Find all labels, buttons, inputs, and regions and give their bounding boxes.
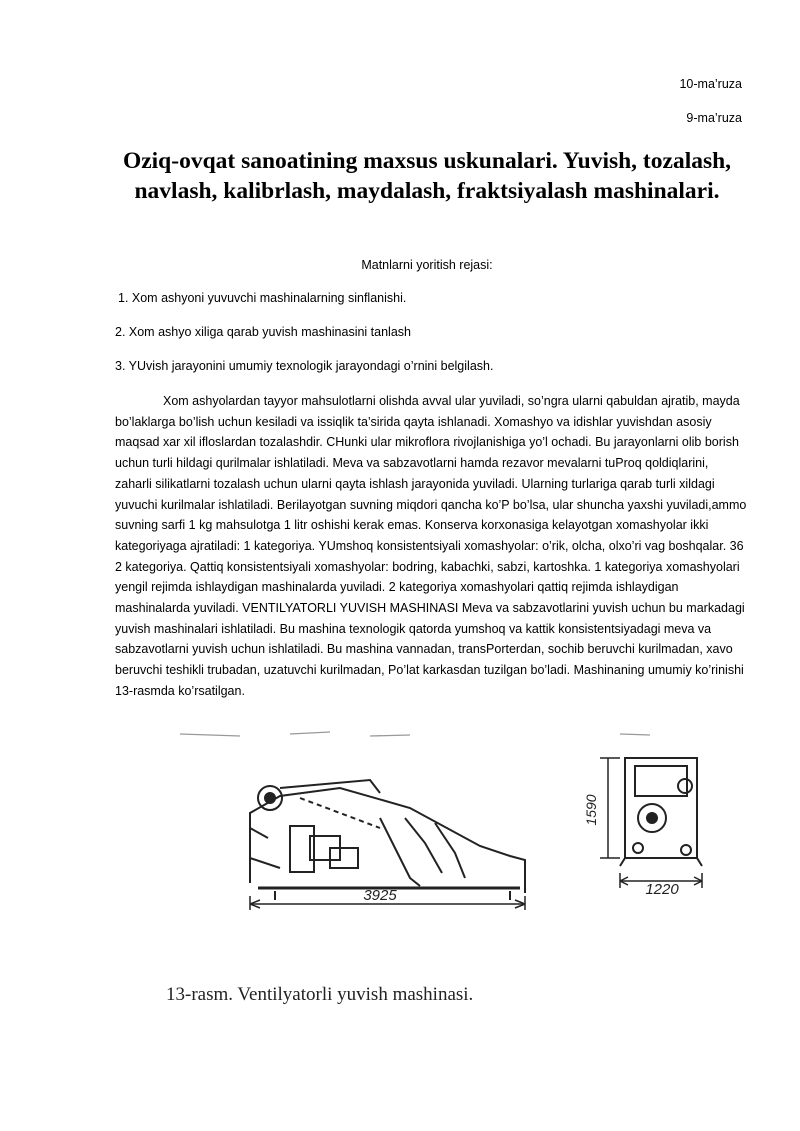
dimension-height-label: 1590 [583, 794, 599, 826]
figure-caption: 13-rasm. Ventilyatorli yuvish mashinasi. [166, 984, 474, 1005]
plan-item-1: 1. Xom ashyoni yuvuvchi mashinalarning sinflanishi. [118, 291, 407, 305]
document-title: Oziq-ovqat sanoatining maxsus uskunalari. Yuvish, tozalash, navlash, kalibrlash, maydalash, fraktsiyalash mashinalari. [122, 148, 732, 204]
plan-item-2: 2. Xom ashyo xiliga qarab yuvish mashinasini tanlash [115, 325, 411, 339]
plan-heading: Matnlarni yoritish rejasi: [361, 258, 493, 272]
body-paragraph: Xom ashyolardan tayyor mahsulotlarni olishda avval ular yuviladi, so’ngra ularni qabuldan ajratib, mayda bo’laklarga bo’lish uchun kesiladi va issiqlik ta’sirida qayta ishlanadi. Xomashyo va idishlar yuvishdan asosiy maqsad xar xil ifloslardan tozalashdir. CHunki ular mikroflora rivojlanishiga yo’l ochadi. Bu jarayonlarni olib borish uchun turli hildagi qurilmalar ishlatiladi. Meva va sabzavotlarni hamda rezavor mevalarni tuProq qoldiqlarini, zaharli silikatlarni tozalash uchun ularni qayta ishlash jarayonida yuviladi. Ularning turlariga qarab turli xildagi yuvuchi kurilmalar ishlatiladi. Berilayotgan suvning miqdori qancha ko’P bo’lsa, ular shuncha yaxshi yuviladi,ammo suvning sarfi 1 kg mahsulotga 1 litr oshishi kerak emas. Konserva korxonasiga kelayotgan xomashyolar ikki kategoriyaga ajratiladi: 1 kategoriya. YUmshoq konsistentsiyali xomashyolar: o’rik, olcha, olxo’ri vag boshqalar. 36 2 kategoriya. Qattiq konsistentsiyali xomashyolar: bodring, kabachki, sabzi, kartoshka. 1 kategoriya xomashyolari yengil rejimda ishlaydigan mashinalarda yuviladi. 2 kategoriya xomashyolari qattiq rejimda ishlaydigan mashinalarda yuviladi. VENTILYATORLI YUVISH MASHINASI Meva va sabzavotlarini yuvish uchun bu markadagi yuvish mashinalari ishlatiladi. Bu mashina texnologik qatorda yumshoq va kattik konsistentsiyadagi meva va sabzavotlarni yuvish uchun ishlatiladi. Bu mashina vannadan, transPorterdan, sochib beruvchi kurilmadan, xavo beruvchi teshikli trubadan, uzatuvchi kurilmadan, Po’lat karkasdan tuzilgan bo’ladi. Mashinaning umumiy ko’rinishi 13-rasmda ko’rsatilgan. [115, 394, 747, 698]
dimension-length-label: 3925 [363, 887, 397, 904]
plan-item-3: 3. YUvish jarayonini umumiy texnologik jarayondagi o’rnini belgilash. [115, 359, 494, 373]
dimension-width-label: 1220 [645, 881, 679, 898]
lecture-number: 10-ma’ruza [679, 77, 742, 91]
lecture-number-secondary: 9-ma’ruza [686, 111, 742, 125]
machine-figure [180, 728, 720, 958]
washing-machine-drawing [180, 728, 720, 958]
